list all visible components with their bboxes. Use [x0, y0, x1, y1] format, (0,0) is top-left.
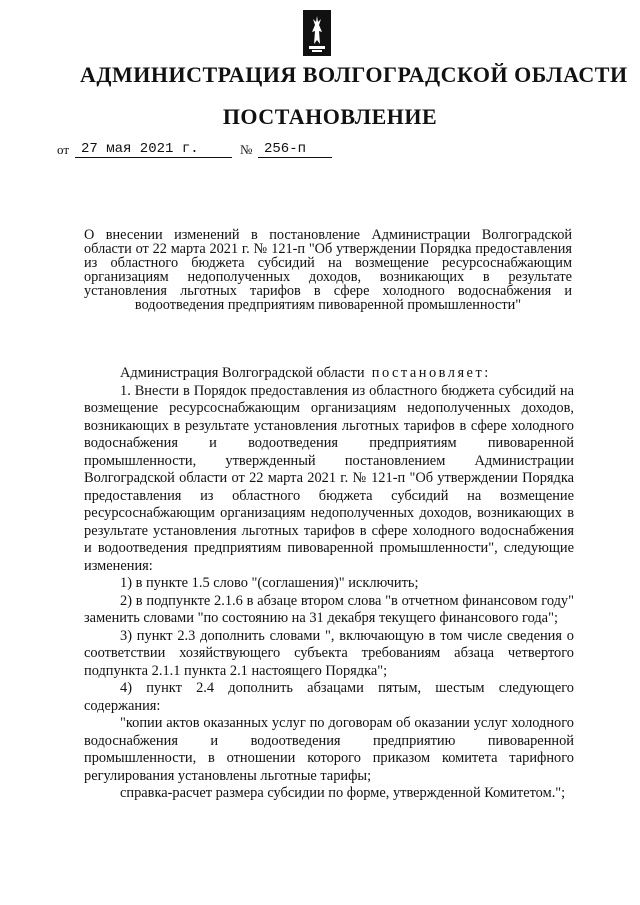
document-date: 27 мая 2021 г. — [81, 141, 199, 157]
item-4: 4) пункт 2.4 дополнить абзацами пятым, шестым следующего содержания: — [84, 680, 574, 714]
number-prefix: № — [240, 142, 253, 157]
document-number: 256-п — [264, 141, 307, 157]
quote-paragraph-1: "копии актов оказанных услуг по договорам об оказании услуг холодного водоснабжения и водоотведения предприятию пивоваренной промышленности, в отношении которого приказом комитета тарифного регулирования установлены льготные тарифы; — [84, 715, 574, 784]
document-subject: О внесении изменений в постановление Администрации Волгоградской области от 22 марта 2021 г. № 121-п "Об утверждении Порядка предоставления из областного бюджета субсидий на возмещение ресурсоснабжающим организациям недополученных доходов, возникающих в результате установления льготных тарифов в сфере холодного водоснабжения и водоотведения предприятиям пивоваренной промышленности" — [84, 227, 572, 313]
item-1: 1) в пункте 1.5 слово "(соглашения)" исключить; — [120, 575, 419, 591]
document-body — [84, 365, 574, 803]
quote-paragraph-2: справка-расчет размера субсидии по форме, утвержденной Комитетом."; — [120, 785, 566, 801]
preamble — [84, 365, 574, 383]
coat-of-arms-icon — [303, 10, 331, 56]
preamble-subject: Администрация Волгоградской области — [120, 365, 365, 381]
item-3: 3) пункт 2.3 дополнить словами ", включающую в том числе сведения о соответствии хозяйствующего субъекта требованиям абзаца четвертого подпункта 2.1.1 пункта 2.1 настоящего Порядка"; — [84, 627, 574, 679]
paragraph-1: 1. Внести в Порядок предоставления из областного бюджета субсидий на возмещение ресурсоснабжающим организациям недополученных доходов, возникающих в результате установления льготных тарифов в сфере холодного водоснабжения и водоотведения предприятиям пивоваренной промышленности, утвержденный постановлением Администрации Волгоградской области от 22 марта 2021 г. № 121-п "Об утверждении Порядка предоставления из областного бюджета субсидий на возмещение ресурсоснабжающим организациям недополученных доходов, возникающих в результате установления льготных тарифов в сфере холодного водоснабжения и водоотведения предприятиям пивоваренной промышленности", следующие изменения: — [84, 382, 574, 574]
date-prefix: от — [57, 142, 70, 157]
number-underline — [258, 157, 332, 158]
item-2: 2) в подпункте 2.1.6 в абзаце втором слова "в отчетном финансовом году" заменить словами "по состоянию на 31 декабря текущего финансового года"; — [84, 592, 574, 626]
date-underline — [75, 157, 232, 158]
document-number-field — [240, 140, 332, 160]
document-type-title: ПОСТАНОВЛЕНИЕ — [222, 104, 438, 129]
preamble-verb: постановляет: — [371, 365, 491, 381]
organization-title: АДМИНИСТРАЦИЯ ВОЛГОГРАДСКОЙ ОБЛАСТИ — [80, 62, 628, 87]
document-date-field — [57, 140, 232, 160]
